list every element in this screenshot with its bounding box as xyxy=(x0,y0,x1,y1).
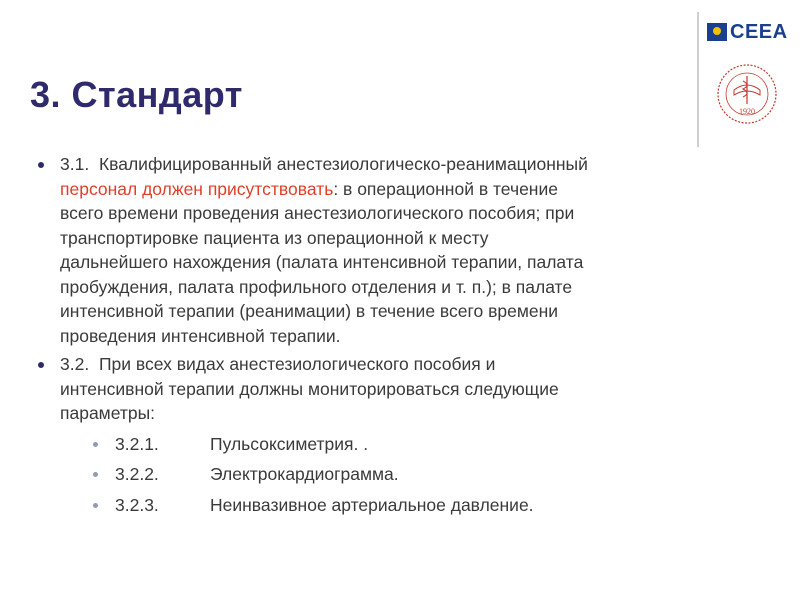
sub-bullet-icon xyxy=(93,472,98,477)
sub-bullet-icon xyxy=(93,503,98,508)
item-number: 3.1. xyxy=(60,154,90,174)
ceea-logo xyxy=(707,19,788,45)
item-lead: Квалифицированный анестезиологическо-реанимационный xyxy=(98,154,588,174)
bullet-icon xyxy=(38,362,44,368)
sub-item-3-2-1 xyxy=(60,432,778,457)
seal-year: 1920 xyxy=(739,107,755,116)
ceea-emblem-icon xyxy=(707,23,727,41)
society-seal-icon xyxy=(712,62,782,126)
item-lead: При всех видах анестезиологического пособия и интенсивной терапии должны мониторироваться следующие параметры: xyxy=(60,354,559,423)
ceea-logo-text: CEEA xyxy=(730,20,788,43)
list-item-3-1 xyxy=(38,152,778,348)
sub-item-text: Неинвазивное артериальное давление. xyxy=(210,494,534,515)
sub-item-3-2-3 xyxy=(60,493,778,518)
item-rest: : в операционной в течение всего времени проведения анестезиологического пособия; при транспортировке пациента из операционной к месту дальнейшего нахождения (палата интенсивной терапии, палата пробуждения, палата профильного отделения и т. п.); в палате интенсивной терапии (реанимации) в течение всего времени проведения интенсивной терапии. xyxy=(60,178,584,346)
sub-item-3-2-2 xyxy=(60,462,778,487)
sub-item-text: Электрокардиограмма. xyxy=(210,464,399,484)
sub-item-text: Пульсоксиметрия. . xyxy=(210,433,369,454)
bullet-icon xyxy=(38,162,44,168)
sub-bullet-icon xyxy=(93,442,98,447)
highlighted-phrase: персонал должен присутствовать xyxy=(60,178,334,199)
item-number: 3.2. xyxy=(60,354,90,374)
slide-title: 3. Стандарт xyxy=(30,74,243,115)
sub-item-number: 3.2.3. xyxy=(115,494,159,515)
slide-body xyxy=(38,152,778,521)
header-divider xyxy=(697,12,699,147)
list-item-3-2 xyxy=(38,352,778,517)
sub-item-number: 3.2.2. xyxy=(115,464,159,484)
sub-item-number: 3.2.1. xyxy=(115,433,159,454)
